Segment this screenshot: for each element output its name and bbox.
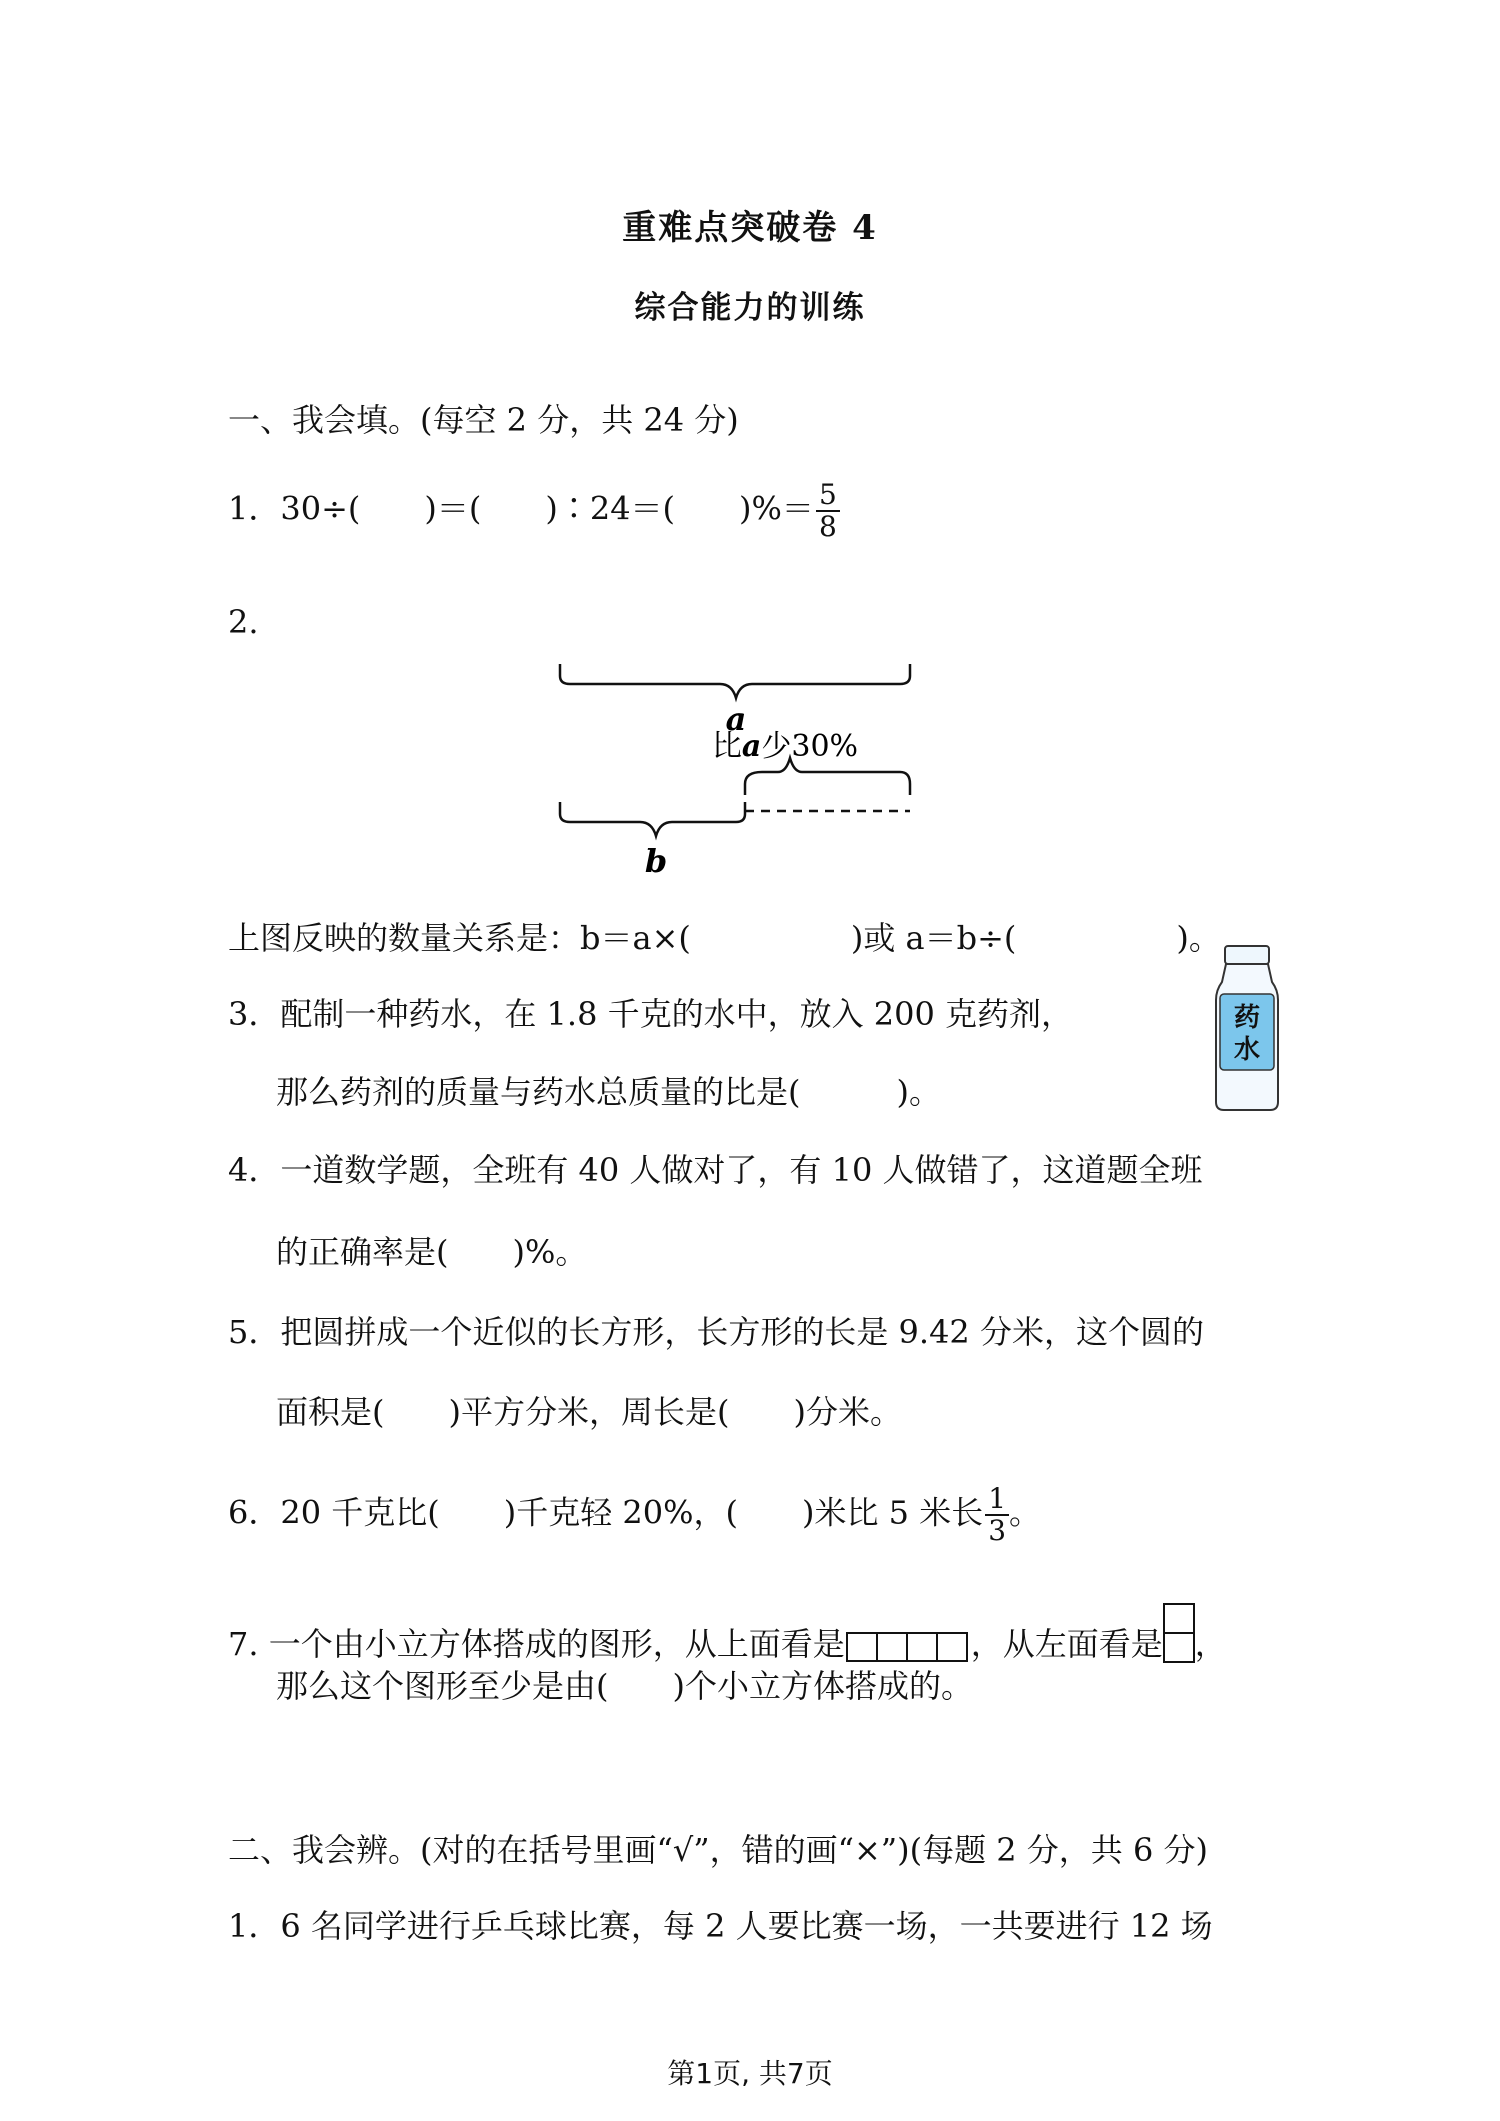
fraction-1-3: [985, 1484, 1009, 1546]
left-view-squares-icon: [1163, 1602, 1195, 1664]
question-4-line2: 的正确率是( )%。: [276, 1233, 588, 1271]
fraction-5-8: [816, 480, 840, 542]
question-1-text: 1．30÷( )＝( )∶24＝( )%＝: [228, 489, 814, 528]
question-7-part1: 7. 一个由小立方体搭成的图形，从上面看是: [228, 1625, 845, 1663]
question-1: [228, 480, 840, 542]
question-2-number: 2.: [228, 603, 259, 641]
page-footer: 第1页, 共7页: [667, 2057, 833, 2090]
fraction-numerator: 1: [985, 1484, 1009, 1516]
section1-heading: 一、我会填。(每空 2 分，共 24 分): [228, 401, 739, 439]
question-6: [228, 1484, 1041, 1546]
fraction-denominator: 3: [988, 1514, 1007, 1547]
fraction-numerator: 5: [816, 480, 840, 512]
top-view-squares-icon: [845, 1631, 971, 1663]
label-a: a: [725, 700, 747, 738]
question-3-line1: 3．配制一种药水，在 1.8 千克的水中，放入 200 克药剂，: [228, 995, 1074, 1033]
question-7-line1: [228, 1602, 1227, 1664]
section2-heading: 二、我会辨。(对的在括号里画“√”，错的画“×”)(每题 2 分，共 6 分): [228, 1831, 1208, 1869]
question-7-part2: ，从左面看是: [970, 1625, 1163, 1663]
question-3-line2: 那么药剂的质量与药水总质量的比是( )。: [276, 1073, 941, 1111]
question-4-line1: 4．一道数学题，全班有 40 人做对了，有 10 人做错了，这道题全班: [228, 1151, 1203, 1189]
medicine-bottle-icon: [1212, 942, 1282, 1114]
paper-subtitle: 综合能力的训练: [634, 290, 866, 326]
question-7-line2: 那么这个图形至少是由( )个小立方体搭成的。: [276, 1667, 973, 1705]
bottle-label-2: 水: [1233, 1035, 1261, 1065]
label-b: b: [644, 842, 668, 880]
question-2-text: 上图反映的数量关系是：b＝a×( )或 a＝b÷( )。: [228, 919, 1221, 957]
fraction-denominator: 8: [818, 510, 837, 543]
question-7-part3: ，: [1194, 1625, 1227, 1663]
paper-title: 重难点突破卷 4: [622, 208, 878, 248]
label-less-30-percent: 比a少30%: [711, 729, 859, 764]
question-5-line2: 面积是( )平方分米，周长是( )分米。: [276, 1393, 902, 1431]
section2-question-1: 1．6 名同学进行乒乓球比赛，每 2 人要比赛一场，一共要进行 12 场: [228, 1907, 1213, 1945]
bottle-label-1: 药: [1233, 1003, 1261, 1033]
brace-diagram: [540, 650, 980, 900]
question-5-line1: 5．把圆拼成一个近似的长方形，长方形的长是 9.42 分米，这个圆的: [228, 1313, 1204, 1351]
question-6-end: 。: [1009, 1493, 1042, 1532]
question-6-text: 6．20 千克比( )千克轻 20%，( )米比 5 米长: [228, 1493, 984, 1532]
